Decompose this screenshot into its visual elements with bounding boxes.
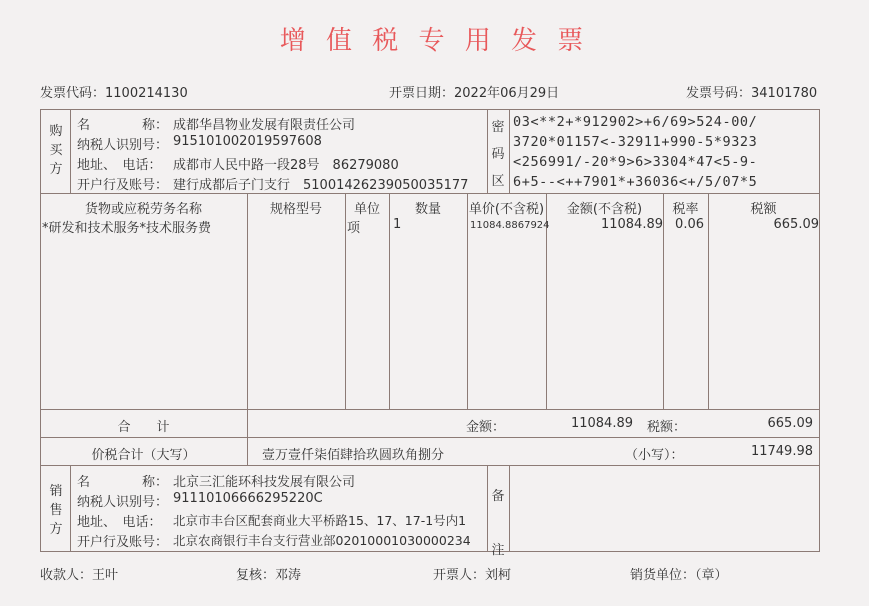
footer-seller-unit: 销货单位：（章） [630, 568, 728, 583]
grand-total-small-label: （小写）： [625, 448, 684, 463]
col-header-spec: 规格型号 [269, 202, 322, 217]
buyer-address: 成都市人民中路一段28号 86279080 [173, 158, 399, 173]
remarks-label: 备注 [491, 489, 505, 558]
grand-total-label: 价税合计（大写） [91, 448, 196, 463]
cipher-line: 03<**2+*912902>+6/69>524-00/ [513, 114, 758, 130]
footer-reviewer: 复核：邓涛 [236, 568, 302, 583]
invoice-number: 发票号码：34101780 [686, 86, 818, 101]
buyer-bank-label: 开户行及账号： [77, 178, 169, 193]
seller-name-label: 名 称： [77, 475, 169, 490]
col-header-name: 货物或应税劳务名称 [84, 202, 202, 217]
cipher-line: 6+5--<++7901*+36036<+/5/07*5 [513, 174, 758, 190]
grand-total-small: 11749.98 [750, 444, 813, 459]
seller-side-label: 销售方 [49, 484, 63, 537]
col-header-rate: 税率 [672, 202, 699, 217]
totals-amount: 11084.89 [570, 416, 633, 431]
col-header-tax: 税额 [750, 202, 777, 217]
seller-address: 北京市丰台区配套商业大平桥路15、17、17-1号内1 [173, 513, 467, 528]
buyer-tax-id-label: 纳税人识别号： [77, 138, 169, 153]
col-header-unit: 单位 [353, 202, 380, 217]
item-price: 11084.8867924 [470, 220, 550, 231]
item-qty: 1 [393, 217, 402, 232]
seller-tax-id-label: 纳税人识别号： [77, 495, 169, 510]
cipher-line: 3720*01157<-32911+990-5*9323 [513, 134, 758, 150]
cipher-line: <256991/-20*9>6>3304*47<5-9- [513, 154, 758, 170]
invoice-title: 增 值 税 专 用 发 票 [279, 26, 590, 56]
invoice-date: 开票日期：2022年06月29日 [389, 86, 560, 101]
seller-tax-id: 91110106666295220C [173, 491, 323, 506]
cipher-label: 密码区 [491, 120, 505, 189]
seller-name: 北京三汇能环科技发展有限公司 [173, 475, 356, 490]
totals-label: 合 计 [117, 420, 170, 435]
item-amount: 11084.89 [600, 217, 663, 232]
buyer-address-label: 地址、 电话： [77, 158, 162, 173]
footer-issuer: 开票人：刘柯 [433, 568, 512, 583]
totals-amount-label: 金额： [466, 420, 506, 435]
buyer-name: 成都华昌物业发展有限责任公司 [173, 118, 356, 133]
totals-tax-label: 税额： [647, 420, 687, 435]
buyer-bank: 建行成都后子门支行 51001426239050035177 [173, 178, 469, 193]
buyer-side-label: 购买方 [49, 124, 63, 177]
col-header-qty: 数量 [414, 202, 441, 217]
seller-address-label: 地址、 电话： [77, 515, 162, 530]
buyer-tax-id: 915101002019597608 [173, 134, 322, 149]
item-tax: 665.09 [773, 217, 819, 232]
item-unit: 项 [347, 221, 361, 236]
buyer-name-label: 名 称： [77, 118, 169, 133]
grand-total-words: 壹万壹仟柒佰肆拾玖圆玖角捌分 [262, 448, 445, 463]
seller-bank: 北京农商银行丰台支行营业部02010001030000234 [173, 533, 471, 548]
footer-payee: 收款人：王叶 [40, 568, 119, 583]
item-rate: 0.06 [675, 217, 704, 232]
col-header-amount: 金额(不含税) [566, 202, 643, 217]
totals-tax: 665.09 [767, 416, 813, 431]
col-header-price: 单价(不含税) [468, 202, 545, 217]
invoice-code: 发票代码：1100214130 [40, 86, 188, 101]
item-name: *研发和技术服务*技术服务费 [42, 221, 212, 236]
seller-bank-label: 开户行及账号： [77, 535, 169, 550]
